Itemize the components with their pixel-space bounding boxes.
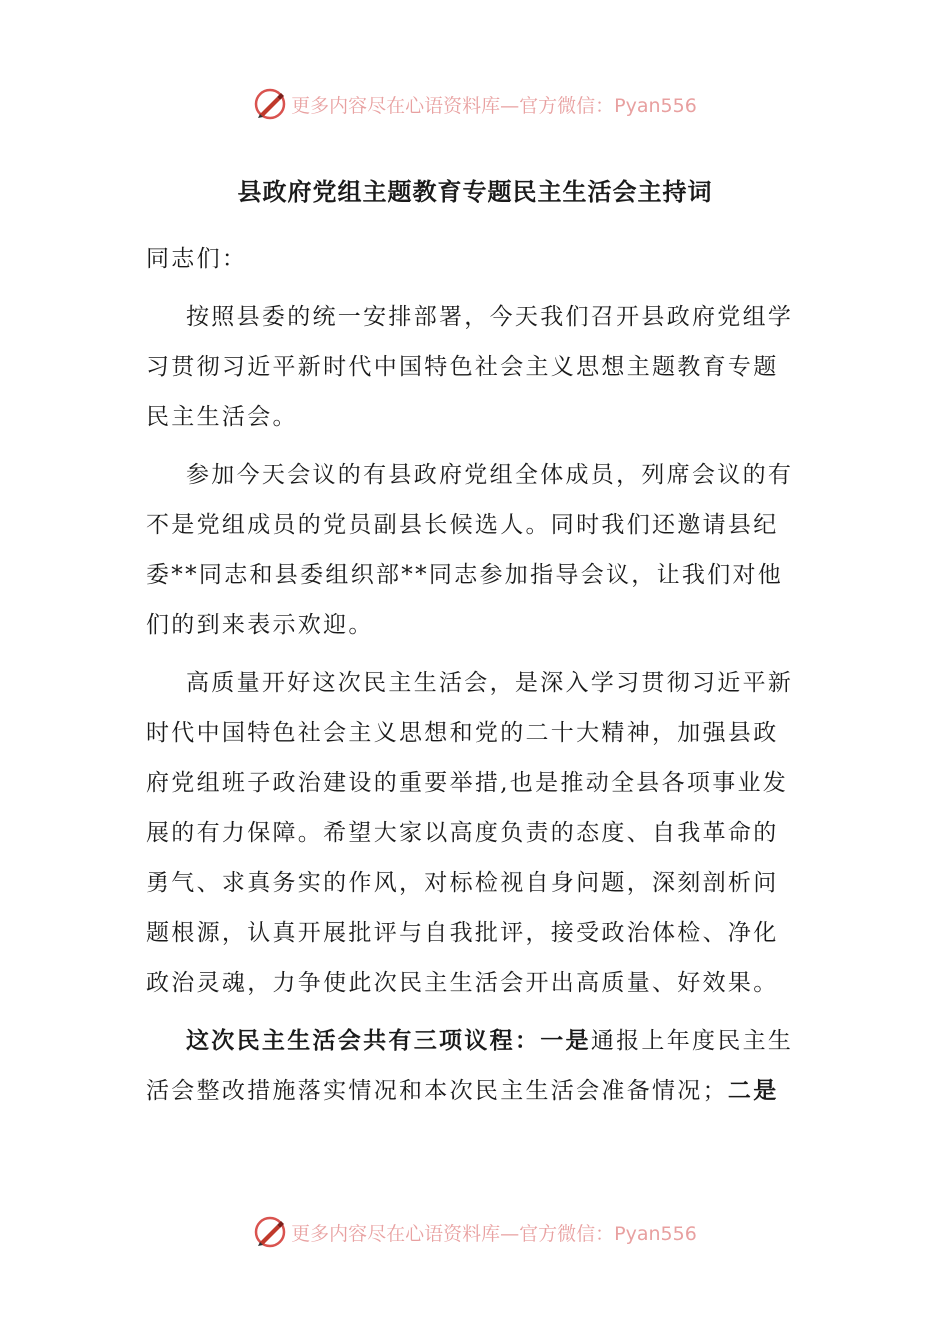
paragraph-1 xyxy=(146,292,798,442)
paragraph-line: 不是党组成员的党员副县长候选人。同时我们还邀请县纪 xyxy=(146,512,779,538)
paragraph-line: 委**同志和县委组织部**同志参加指导会议，让我们对他 xyxy=(146,562,784,588)
pen-logo-icon xyxy=(253,1215,287,1249)
paragraph-line: 高质量开好这次民主生活会，是深入学习贯彻习近平新 xyxy=(186,670,794,696)
paragraph-3 xyxy=(146,658,798,1008)
agenda-item-1-label: 一是 xyxy=(540,1027,591,1054)
salutation: 同志们： xyxy=(146,246,248,272)
agenda-item-1-text: 通报上年度民主生 xyxy=(590,1028,794,1054)
paragraph-line: 参加今天会议的有县政府党组全体成员，列席会议的有 xyxy=(186,462,794,488)
paragraph-line: 勇气、求真务实的作风，对标检视自身问题，深刻剖析问 xyxy=(146,870,779,896)
watermark-wechat-text: 官方微信：Pyan556 xyxy=(519,94,697,117)
agenda-item-1-text-cont: 活会整改措施落实情况和本次民主生活会准备情况； xyxy=(146,1078,728,1104)
paragraph-line: 展的有力保障。希望大家以高度负责的态度、自我革命的 xyxy=(146,820,779,846)
document-body xyxy=(146,234,798,1116)
paragraph-2 xyxy=(146,450,798,650)
pen-logo-icon xyxy=(253,87,287,121)
paragraph-line xyxy=(146,1016,798,1066)
paragraph-line: 们的到来表示欢迎。 xyxy=(146,612,374,638)
paragraph-line xyxy=(146,1066,798,1116)
paragraph-line: 习贯彻习近平新时代中国特色社会主义思想主题教育专题 xyxy=(146,354,779,380)
paragraph-line: 按照县委的统一安排部署，今天我们召开县政府党组学 xyxy=(186,304,794,330)
watermark-wechat-text: 官方微信：Pyan556 xyxy=(519,1222,697,1245)
paragraph-line: 时代中国特色社会主义思想和党的二十大精神，加强县政 xyxy=(146,720,779,746)
watermark-banner-top xyxy=(0,84,950,124)
paragraph-line: 民主生活会。 xyxy=(146,404,298,430)
watermark-site-text: 更多内容尽在心语资料库— xyxy=(291,94,520,117)
paragraph-line: 府党组班子政治建设的重要举措,也是推动全县各项事业发 xyxy=(146,770,789,796)
paragraph-4 xyxy=(146,1016,798,1116)
paragraph-line: 题根源，认真开展批评与自我批评，接受政治体检、净化 xyxy=(146,920,779,946)
document-title: 县政府党组主题教育专题民主生活会主持词 xyxy=(237,177,713,206)
paragraph-line: 政治灵魂，力争使此次民主生活会开出高质量、好效果。 xyxy=(146,970,779,996)
watermark-banner-bottom xyxy=(0,1212,950,1252)
watermark-site-text: 更多内容尽在心语资料库— xyxy=(291,1222,520,1245)
agenda-lead: 这次民主生活会共有三项议程： xyxy=(186,1027,541,1054)
agenda-item-2-label: 二是 xyxy=(727,1077,779,1104)
